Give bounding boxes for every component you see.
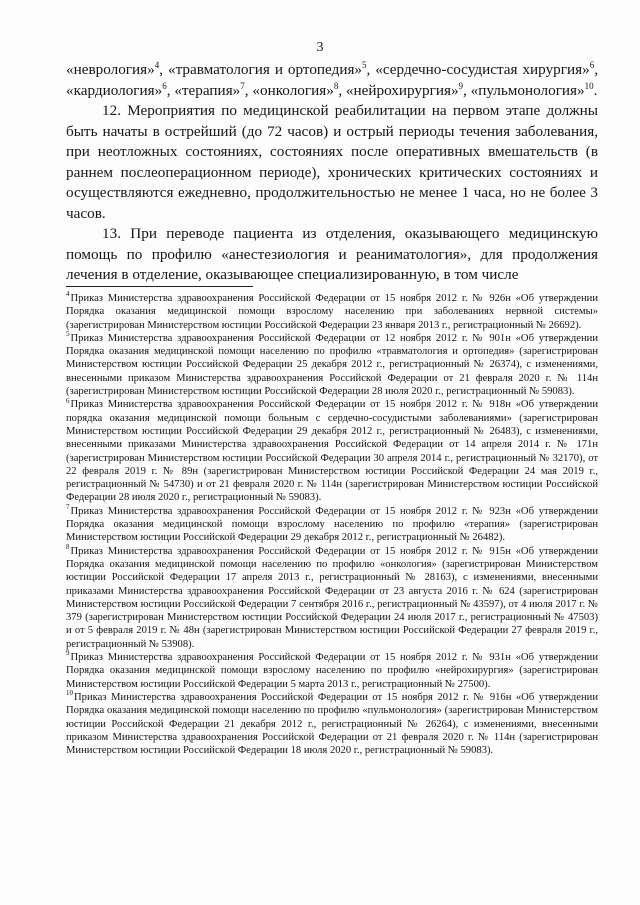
footnote-ref: 4: [154, 59, 160, 70]
text-segment: , «травматология и ортопедия»: [159, 61, 363, 78]
paragraph-continuation: [66, 60, 598, 101]
footnote-ref: 8: [333, 80, 339, 91]
footnote-ref: 9: [458, 80, 464, 91]
text-segment: , «кардиология»: [66, 61, 598, 99]
text-segment: «неврология»: [66, 61, 155, 78]
footnote-ref: 6: [162, 80, 167, 91]
text-segment: , «пульмонология»: [463, 81, 585, 99]
footnote-text: Приказ Министерства здравоохранения Российской Федерации от 12 ноября 2012 г. № 901н «Об утверждении Порядка оказания медицинской помощи населению по профилю «травматология и ортопедия» (зарегистрирован Министерством юстиции Российской Федерации 25 декабря 2012 г., регистрационный № 26374), с изменениями, внесенными приказом Министерства здравоохранения Российской Федерации от 21 февраля 2020 г. № 114н (зарегистрирован Министерством юстиции Российской Федерации 28 июля 2020 г., регистрационный № 59083).: [66, 332, 598, 398]
footnote: [66, 545, 598, 651]
footnotes: [66, 292, 598, 757]
text-segment: .: [593, 81, 598, 99]
text-segment: , «онкология»: [244, 81, 334, 99]
footnote: [66, 651, 598, 691]
text-segment: , «терапия»: [166, 81, 241, 99]
footnote-ref: 7: [240, 80, 245, 91]
footnote-ref: 6: [589, 59, 595, 70]
footnote-number: 10: [66, 689, 73, 698]
footnote-number: 6: [66, 396, 70, 405]
footnote: [66, 398, 598, 504]
footnote-text: Приказ Министерства здравоохранения Российской Федерации от 15 ноября 2012 г. № 931н «Об утверждении Порядка оказания медицинской помощи взрослому населению по профилю «нейрохирургия» (зарегистрирован Министерством юстиции Российской Федерации 5 марта 2013 г., регистрационный № 27500).: [66, 652, 598, 690]
footnote-text: Приказ Министерства здравоохранения Российской Федерации от 15 ноября 2012 г. № 926н «Об утверждении Порядка оказания медицинской помощи взрослому населению при заболеваниях нервной системы» (зарегистрирован Министерством юстиции Российской Федерации 23 января 2013 г., регистрационный № 26692).: [66, 293, 598, 331]
footnote-text: Приказ Министерства здравоохранения Российской Федерации от 15 ноября 2012 г. № 923н «Об утверждении Порядка оказания медицинской помощи взрослому населению по профилю «терапия» (зарегистрирован Министерством юстиции Российской Федерации 29 декабря 2012 г., регистрационный № 26482).: [66, 505, 598, 544]
footnote: [66, 292, 598, 332]
text-segment: , «нейрохирургия»: [338, 81, 459, 99]
text-segment: , «сердечно-сосудистая хирургия»: [366, 61, 590, 78]
footnote-separator: [66, 286, 253, 287]
footnote-number: 4: [66, 290, 70, 299]
footnote-text: Приказ Министерства здравоохранения Российской Федерации от 15 ноября 2012 г. № 916н «Об утверждении Порядка оказания медицинской помощи населению по профилю «пульмонология» (зарегистрирован Министерством юстиции Российской Федерации 21 декабря 2012 г., регистрационный № 26264), с изменениями, внесенными приказом Министерства здравоохранения Российской Федерации от 21 февраля 2020 г. № 114н (зарегистрирован Министерством юстиции Российской Федерации 18 июля 2020 г., регистрационный № 59083).: [66, 691, 598, 757]
footnote: [66, 332, 598, 398]
footnote-text: Приказ Министерства здравоохранения Российской Федерации от 15 ноября 2012 г. № 918н «Об утверждении порядка оказания медицинской помощи больным с сердечно-сосудистыми заболеваниями» (зарегистрирован Министерством юстиции Российской Федерации 29 декабря 2012 г., регистрационный № 26483), с изменениями, внесенными приказами Министерства здравоохранения Российской Федерации от 14 апреля 2014 г. № 171н (зарегистрирован Министерством юстиции Российской Федерации 30 апреля 2014 г., регистрационный № 32170), от 22 февраля 2019 г. № 89н (зарегистрирован Министерством юстиции Российской Федерации 24 мая 2019 г., регистрационный № 54730) и от 21 февраля 2020 г. № 114н (зарегистрирован Министерством юстиции Российской Федерации 28 июля 2020 г., регистрационный № 59083).: [66, 399, 598, 504]
footnote-number: 7: [66, 503, 70, 512]
footnote: [66, 691, 598, 757]
footnote: [66, 505, 598, 545]
footnote-ref: 10: [584, 80, 594, 91]
page-number: 3: [316, 40, 324, 55]
paragraph-13: 13. При переводе пациента из отделения, оказывающего медицинскую помощь по профилю «анестезиология и реаниматология», для продолжения лечения в отделение, оказывающее специализированную, в том числе: [66, 225, 598, 283]
footnote-number: 5: [66, 330, 70, 339]
footnote-text: Приказ Министерства здравоохранения Российской Федерации от 15 ноября 2012 г. № 915н «Об утверждении Порядка оказания медицинской помощи населению по профилю «онкология» (зарегистрирован Министерством юстиции Российской Федерации 17 апреля 2013 г., регистрационный № 28163), с изменениями, внесенными приказами Министерства здравоохранения Российской Федерации от 23 августа 2016 г. № 624 (зарегистрирован Министерством юстиции Российской Федерации 7 сентября 2016 г., регистрационный № 43597), от 4 июля 2017 г. № 379 (зарегистрирован Министерством юстиции Российской Федерации 24 июля 2017 г., регистрационный № 47503) и от 5 февраля 2019 г. № 48н (зарегистрирован Министерством юстиции Российской Федерации 27 февраля 2019 г., регистрационный № 53908).: [66, 545, 598, 650]
main-text: [66, 60, 598, 286]
footnote-ref: 5: [362, 59, 367, 70]
paragraph-12: 12. Мероприятия по медицинской реабилитации на первом этапе должны быть начаты в острейший (до 72 часов) и острый периоды течения заболевания, при неотложных состояниях, состояниях после оперативных вмешательств (в раннем послеоперационном периоде), хронических критических состояниях и осуществляются ежедневно, продолжительностью не менее 1 часа, но не более 3 часов.: [66, 102, 598, 222]
footnote-number: 8: [66, 543, 70, 552]
footnote-number: 9: [66, 649, 70, 658]
